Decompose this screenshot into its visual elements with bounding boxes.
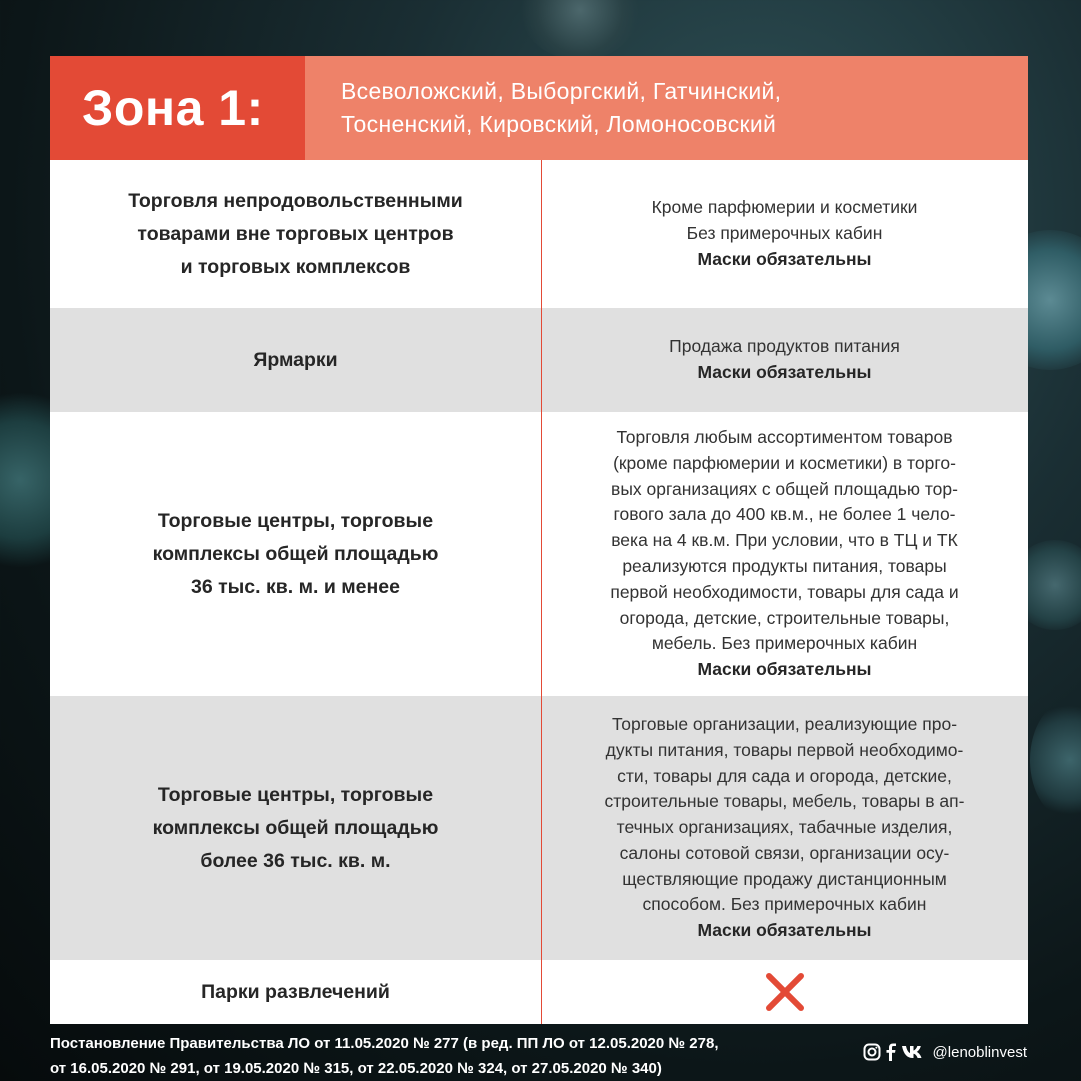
condition-line: сти, товары для сада и огорода, детские, <box>617 765 952 786</box>
condition-line: ществляющие продажу дистанционным <box>622 868 947 889</box>
category-line: Торговля непродовольственными <box>128 189 463 212</box>
instagram-icon[interactable] <box>863 1043 881 1061</box>
masks-required-label: Маски обязательны <box>697 248 872 269</box>
conditions-cell <box>541 308 1028 412</box>
condition-line: Без примерочных кабин <box>686 223 883 244</box>
card-header <box>50 56 1028 160</box>
condition-line: века на 4 кв.м. При условии, что в ТЦ и ТК <box>611 530 958 551</box>
category-line: Ярмарки <box>253 348 338 371</box>
category-line: комплексы общей площадью <box>152 816 439 839</box>
table-row <box>50 696 1028 960</box>
rules-table <box>50 160 1028 1024</box>
category-line: Парки развлечений <box>201 980 390 1003</box>
category-cell <box>50 160 541 308</box>
condition-line: мебель. Без примерочных кабин <box>651 633 918 654</box>
category-cell <box>50 696 541 960</box>
category-cell <box>50 960 541 1024</box>
condition-line: салоны сотовой связи, организации осу- <box>619 842 950 863</box>
footnote-line: от 16.05.2020 № 291, от 19.05.2020 № 315, от 22.05.2020 № 324, от 27.05.2020 № 340) <box>50 1060 662 1077</box>
condition-line: (кроме парфюмерии и косметики) в торго- <box>613 452 956 473</box>
districts-line: Всеволожский, Выборгский, Гатчинский, <box>341 78 782 104</box>
table-row <box>50 960 1028 1024</box>
conditions-cell <box>541 960 1028 1024</box>
category-cell <box>50 412 541 696</box>
social-handle[interactable]: @lenoblinvest <box>932 1043 1027 1061</box>
column-divider <box>541 160 542 1024</box>
districts-line: Тосненский, Кировский, Ломоносовский <box>341 111 777 137</box>
conditions-cell <box>541 696 1028 960</box>
conditions-cell <box>541 160 1028 308</box>
table-row <box>50 160 1028 308</box>
category-line: 36 тыс. кв. м. и менее <box>191 575 400 598</box>
condition-line: вых организациях с общей площадью тор- <box>611 478 958 499</box>
masks-required-label: Маски обязательны <box>697 362 872 382</box>
table-row <box>50 308 1028 412</box>
masks-required-label: Маски обязательны <box>697 659 872 680</box>
legal-footnote <box>50 1031 719 1081</box>
condition-line: течных организациях, табачные изделия, <box>616 817 953 838</box>
virus-background-blob <box>1030 700 1081 820</box>
condition-line: реализуются продукты питания, товары <box>622 556 947 576</box>
social-links <box>863 1043 1027 1061</box>
condition-line: способом. Без примерочных кабин <box>642 894 927 915</box>
condition-line: дукты питания, товары первой необходимо- <box>605 739 964 760</box>
condition-line: Продажа продуктов питания <box>669 336 900 357</box>
condition-line: гового зала до 400 кв.м., не более 1 чело- <box>613 504 956 525</box>
category-line: товарами вне торговых центров <box>137 222 454 245</box>
condition-line: строительные товары, мебель, товары в ап- <box>604 791 965 812</box>
facebook-icon[interactable] <box>885 1043 897 1061</box>
cross-icon <box>763 970 807 1014</box>
zone-info-card <box>50 56 1028 1024</box>
category-line: более 36 тыс. кв. м. <box>200 849 391 872</box>
condition-line: первой необходимости, товары для сада и <box>610 581 959 602</box>
virus-background-blob <box>520 0 640 60</box>
condition-line: Торговые организации, реализующие про- <box>611 713 958 734</box>
condition-line: Торговля любым ассортиментом товаров <box>616 427 953 448</box>
zone-title: Зона 1: <box>50 56 305 160</box>
category-line: Торговые центры, торговые <box>157 783 434 806</box>
footnote-line: Постановление Правительства ЛО от 11.05.2020 № 277 (в ред. ПП ЛО от 12.05.2020 № 278, <box>50 1035 719 1052</box>
masks-required-label: Маски обязательны <box>697 920 872 941</box>
condition-line: Кроме парфюмерии и косметики <box>651 197 918 218</box>
table-row <box>50 412 1028 696</box>
category-line: и торговых комплексов <box>180 255 411 278</box>
districts-list <box>305 56 1028 160</box>
vk-icon[interactable] <box>901 1044 925 1060</box>
condition-line: огорода, детские, строительные товары, <box>619 607 950 628</box>
category-line: комплексы общей площадью <box>152 542 439 565</box>
category-cell <box>50 308 541 412</box>
conditions-cell <box>541 412 1028 696</box>
category-line: Торговые центры, торговые <box>157 509 434 532</box>
